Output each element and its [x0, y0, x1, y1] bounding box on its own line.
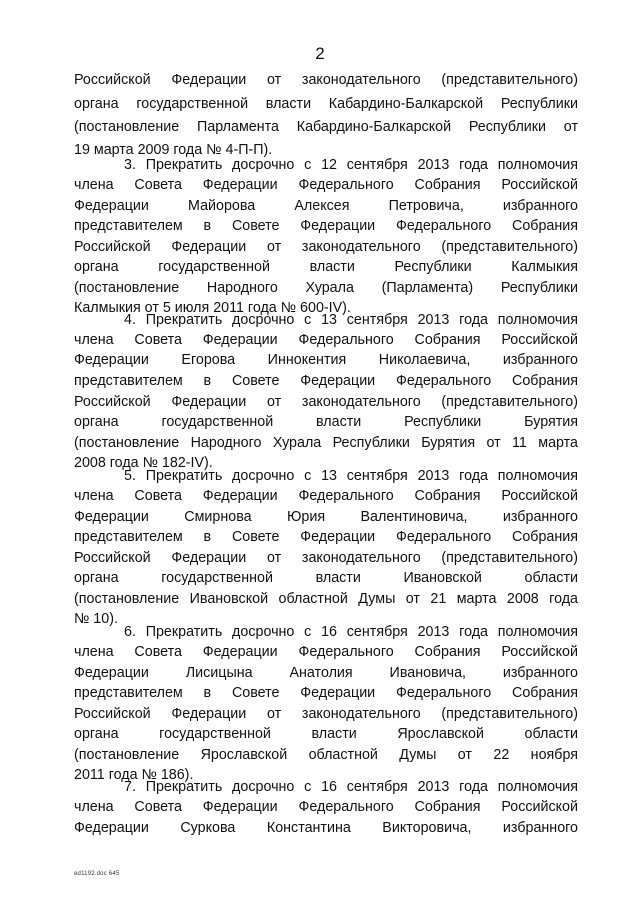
paragraph-first-line: 7. Прекратить досрочно с 16 сентября 2013 года полномочия — [124, 779, 578, 795]
text-line: Российской Федерации от законодательного (представительного) — [74, 706, 578, 722]
text-line: Федерации Смирнова Юрия Валентиновича, избранного — [74, 509, 578, 525]
text-line: (постановление Ивановской областной Думы от 21 марта 2008 года — [74, 591, 578, 607]
text-line: члена Совета Федерации Федерального Собрания Российской — [74, 799, 578, 815]
text-line: (постановление Народного Хурала Республики Бурятия от 11 марта — [74, 435, 578, 451]
paragraph-first-line: 5. Прекратить досрочно с 13 сентября 2013 года полномочия — [124, 468, 578, 484]
text-line: представителем в Совете Федерации Федерального Собрания — [74, 218, 578, 234]
text-line: (постановление Народного Хурала (Парламента) Республики — [74, 280, 578, 296]
text-line: (постановление Парламента Кабардино-Балкарской Республики от — [74, 119, 578, 135]
text-line: Федерации Суркова Константина Викторовича, избранного — [74, 820, 578, 836]
text-line: органа государственной власти Ивановской области — [74, 570, 578, 586]
text-line: 19 марта 2009 года № 4-П-П). — [74, 142, 273, 158]
text-line: Федерации Майорова Алексея Петровича, избранного — [74, 198, 578, 214]
page-number: 2 — [315, 44, 325, 63]
paragraph-first-line: 4. Прекратить досрочно с 13 сентября 2013 года полномочия — [124, 312, 578, 328]
text-line: члена Совета Федерации Федерального Собрания Российской — [74, 332, 578, 348]
text-line: Российской Федерации от законодательного (представительного) — [74, 72, 578, 88]
text-line: 2011 года № 186). — [74, 767, 194, 783]
footer-document-code: ed1192.doc 645 — [74, 871, 120, 877]
text-line: Федерации Лисицына Анатолия Ивановича, избранного — [74, 665, 578, 681]
text-line: органа государственной власти Республики Калмыкия — [74, 259, 578, 275]
text-line: представителем в Совете Федерации Федерального Собрания — [74, 373, 578, 389]
text-line: органа государственной власти Кабардино-Балкарской Республики — [74, 96, 578, 112]
text-line: представителем в Совете Федерации Федерального Собрания — [74, 685, 578, 701]
text-line: органа государственной власти Республики Бурятия — [74, 414, 578, 430]
text-line: Российской Федерации от законодательного (представительного) — [74, 239, 578, 255]
text-line: Федерации Егорова Иннокентия Николаевича, избранного — [74, 352, 578, 368]
text-line: члена Совета Федерации Федерального Собрания Российской — [74, 644, 578, 660]
text-line: № 10). — [74, 611, 118, 627]
text-line: Российской Федерации от законодательного (представительного) — [74, 394, 578, 410]
text-line: представителем в Совете Федерации Федерального Собрания — [74, 529, 578, 545]
text-line: члена Совета Федерации Федерального Собрания Российской — [74, 177, 578, 193]
text-line: органа государственной власти Ярославской области — [74, 726, 578, 742]
paragraph-first-line: 3. Прекратить досрочно с 12 сентября 2013 года полномочия — [124, 157, 578, 173]
text-line: Калмыкия от 5 июля 2011 года № 600-IV). — [74, 300, 351, 316]
text-line: Российской Федерации от законодательного (представительного) — [74, 550, 578, 566]
text-line: члена Совета Федерации Федерального Собрания Российской — [74, 488, 578, 504]
text-line: (постановление Ярославской областной Думы от 22 ноября — [74, 747, 578, 763]
paragraph-first-line: 6. Прекратить досрочно с 16 сентября 2013 года полномочия — [124, 624, 578, 640]
text-line: 2008 года № 182-IV). — [74, 455, 213, 471]
